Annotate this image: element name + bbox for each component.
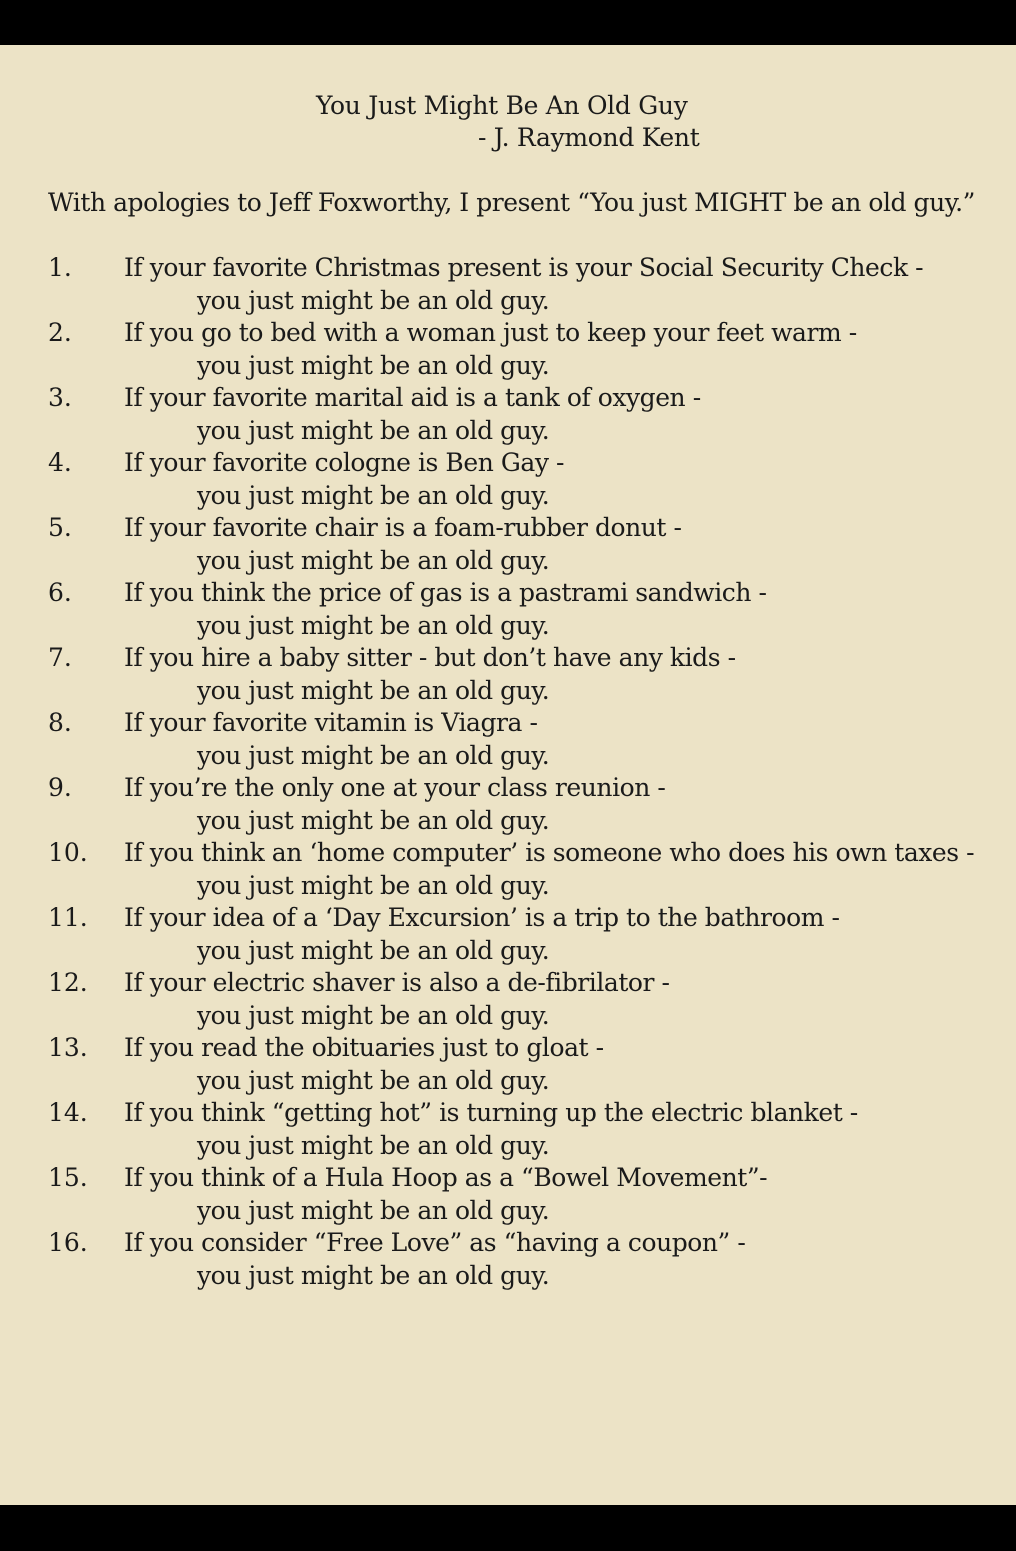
- list-item: [0, 903, 1016, 968]
- list-item-punchline: you just might be an old guy.: [197, 546, 550, 575]
- list-item-punchline: you just might be an old guy.: [197, 871, 550, 900]
- list-item: [0, 968, 1016, 1033]
- list-item: [0, 773, 1016, 838]
- list-item-premise: If your favorite vitamin is Viagra -: [124, 708, 538, 737]
- list-item-punchline: you just might be an old guy.: [197, 481, 550, 510]
- document-author: - J. Raymond Kent: [478, 123, 700, 152]
- list-item: [0, 578, 1016, 643]
- list-item-premise: If you think of a Hula Hoop as a “Bowel Movement”-: [124, 1163, 768, 1192]
- list-item-number: 15.: [48, 1163, 88, 1192]
- list-item-number: 14.: [48, 1098, 88, 1127]
- list-item-punchline: you just might be an old guy.: [197, 1001, 550, 1030]
- list-item: [0, 1228, 1016, 1293]
- list-item-punchline: you just might be an old guy.: [197, 1066, 550, 1095]
- list-item-number: 6.: [48, 578, 72, 607]
- list-item-premise: If your electric shaver is also a de-fibrilator -: [124, 968, 670, 997]
- list-item-premise: If you hire a baby sitter - but don’t have any kids -: [124, 643, 736, 672]
- list-item-punchline: you just might be an old guy.: [197, 286, 550, 315]
- list-item-number: 9.: [48, 773, 72, 802]
- list-item: [0, 253, 1016, 318]
- list-item-punchline: you just might be an old guy.: [197, 1131, 550, 1160]
- list-item: [0, 708, 1016, 773]
- list-item-premise: If your favorite marital aid is a tank of oxygen -: [124, 383, 701, 412]
- list-item-punchline: you just might be an old guy.: [197, 416, 550, 445]
- list-item: [0, 1098, 1016, 1163]
- list-item-number: 5.: [48, 513, 72, 542]
- list-item: [0, 513, 1016, 578]
- list-item-punchline: you just might be an old guy.: [197, 611, 550, 640]
- list-item-premise: If your favorite cologne is Ben Gay -: [124, 448, 564, 477]
- list-item-punchline: you just might be an old guy.: [197, 676, 550, 705]
- list-item-punchline: you just might be an old guy.: [197, 1196, 550, 1225]
- list-item-premise: If your favorite chair is a foam-rubber donut -: [124, 513, 682, 542]
- document-page: [0, 45, 1016, 1505]
- list-item-punchline: you just might be an old guy.: [197, 1261, 550, 1290]
- list-item: [0, 643, 1016, 708]
- intro-paragraph: With apologies to Jeff Foxworthy, I present “You just MIGHT be an old guy.”: [48, 188, 975, 217]
- document-title: You Just Might Be An Old Guy: [316, 91, 688, 120]
- list-item-premise: If your idea of a ‘Day Excursion’ is a trip to the bathroom -: [124, 903, 840, 932]
- list-item-number: 1.: [48, 253, 72, 282]
- list-item-premise: If you go to bed with a woman just to keep your feet warm -: [124, 318, 857, 347]
- list-item-premise: If you think “getting hot” is turning up the electric blanket -: [124, 1098, 858, 1127]
- list-item-premise: If your favorite Christmas present is your Social Security Check -: [124, 253, 924, 282]
- list-item-premise: If you think the price of gas is a pastrami sandwich -: [124, 578, 767, 607]
- list-item: [0, 1033, 1016, 1098]
- list-item-number: 16.: [48, 1228, 88, 1257]
- list-item: [0, 383, 1016, 448]
- list-item-number: 7.: [48, 643, 72, 672]
- list-item-punchline: you just might be an old guy.: [197, 936, 550, 965]
- list-item-number: 10.: [48, 838, 88, 867]
- list-item: [0, 318, 1016, 383]
- list-item-number: 11.: [48, 903, 88, 932]
- list-item-number: 2.: [48, 318, 72, 347]
- list-item-number: 8.: [48, 708, 72, 737]
- list-item-punchline: you just might be an old guy.: [197, 741, 550, 770]
- list-item-punchline: you just might be an old guy.: [197, 806, 550, 835]
- list-item: [0, 1163, 1016, 1228]
- list-item-punchline: you just might be an old guy.: [197, 351, 550, 380]
- list-item-number: 4.: [48, 448, 72, 477]
- list-item-premise: If you think an ‘home computer’ is someone who does his own taxes -: [124, 838, 975, 867]
- list-item-premise: If you consider “Free Love” as “having a coupon” -: [124, 1228, 746, 1257]
- list-item-premise: If you’re the only one at your class reunion -: [124, 773, 666, 802]
- list-item: [0, 838, 1016, 903]
- list-item: [0, 448, 1016, 513]
- list-item-number: 3.: [48, 383, 72, 412]
- list-item-number: 12.: [48, 968, 88, 997]
- list-item-number: 13.: [48, 1033, 88, 1062]
- numbered-list: [0, 253, 1016, 1293]
- list-item-premise: If you read the obituaries just to gloat -: [124, 1033, 604, 1062]
